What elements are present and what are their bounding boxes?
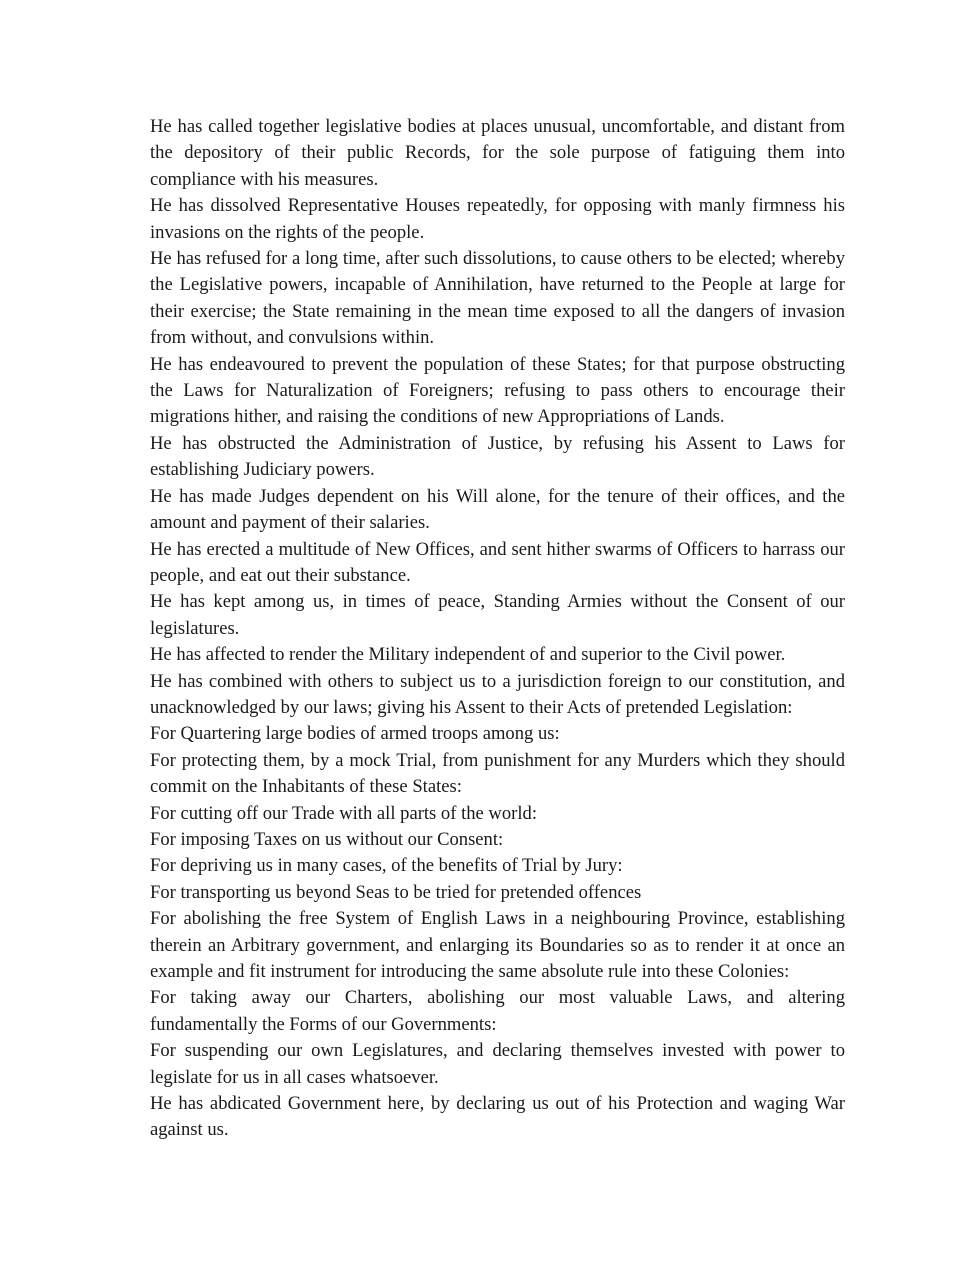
paragraph: He has kept among us, in times of peace, Standing Armies without the Consent of our legislatures. — [150, 591, 845, 639]
paragraph: He has dissolved Representative Houses repeatedly, for opposing with manly firmness his invasions on the rights of the people. — [150, 195, 845, 243]
paragraph: He has erected a multitude of New Offices, and sent hither swarms of Officers to harrass our people, and eat out their substance. — [150, 538, 845, 586]
paragraph: For cutting off our Trade with all parts of the world: — [150, 802, 537, 824]
paragraph: He has abdicated Government here, by declaring us out of his Protection and waging War against us. — [150, 1093, 845, 1141]
document-page — [150, 114, 845, 1144]
paragraph: He has obstructed the Administration of Justice, by refusing his Assent to Laws for establishing Judiciary powers. — [150, 432, 845, 481]
paragraph: For suspending our own Legislatures, and declaring themselves invested with power to legislate for us in all cases whatsoever. — [150, 1040, 845, 1088]
paragraph: For Quartering large bodies of armed troops among us: — [150, 723, 560, 745]
paragraph: He has combined with others to subject us to a jurisdiction foreign to our constitution, and unacknowledged by our laws; giving his Assent to their Acts of pretended Legislation: — [150, 670, 845, 718]
paragraph: He has called together legislative bodies at places unusual, uncomfortable, and distant from the depository of their public Records, for the sole purpose of fatiguing them into compliance with his measures. — [150, 116, 845, 190]
paragraph: For taking away our Charters, abolishing our most valuable Laws, and altering fundamentally the Forms of our Governments: — [150, 987, 845, 1035]
paragraph: For protecting them, by a mock Trial, from punishment for any Murders which they should commit on the Inhabitants of these States: — [150, 749, 845, 798]
paragraph: He has refused for a long time, after such dissolutions, to cause others to be elected; whereby the Legislative powers, incapable of Annihilation, have returned to the People at large for their exercise; the State remaining in the mean time exposed to all the dangers of invasion from without, and convulsions within. — [150, 248, 845, 349]
paragraph: He has affected to render the Military independent of and superior to the Civil power. — [150, 644, 786, 666]
paragraph: For imposing Taxes on us without our Consent: — [150, 828, 504, 850]
paragraph: For transporting us beyond Seas to be tried for pretended offences — [150, 881, 642, 903]
paragraph: He has endeavoured to prevent the population of these States; for that purpose obstructing the Laws for Naturalization of Foreigners; refusing to pass others to encourage their migrations hither, and raising the conditions of new Appropriations of Lands. — [150, 353, 845, 428]
paragraph: For depriving us in many cases, of the benefits of Trial by Jury: — [150, 855, 623, 877]
paragraph: He has made Judges dependent on his Will alone, for the tenure of their offices, and the amount and payment of their salaries. — [150, 485, 845, 534]
paragraph: For abolishing the free System of English Laws in a neighbouring Province, establishing therein an Arbitrary government, and enlarging its Boundaries so as to render it at once an example and fit instrument for introducing the same absolute rule into these Colonies: — [150, 908, 845, 982]
